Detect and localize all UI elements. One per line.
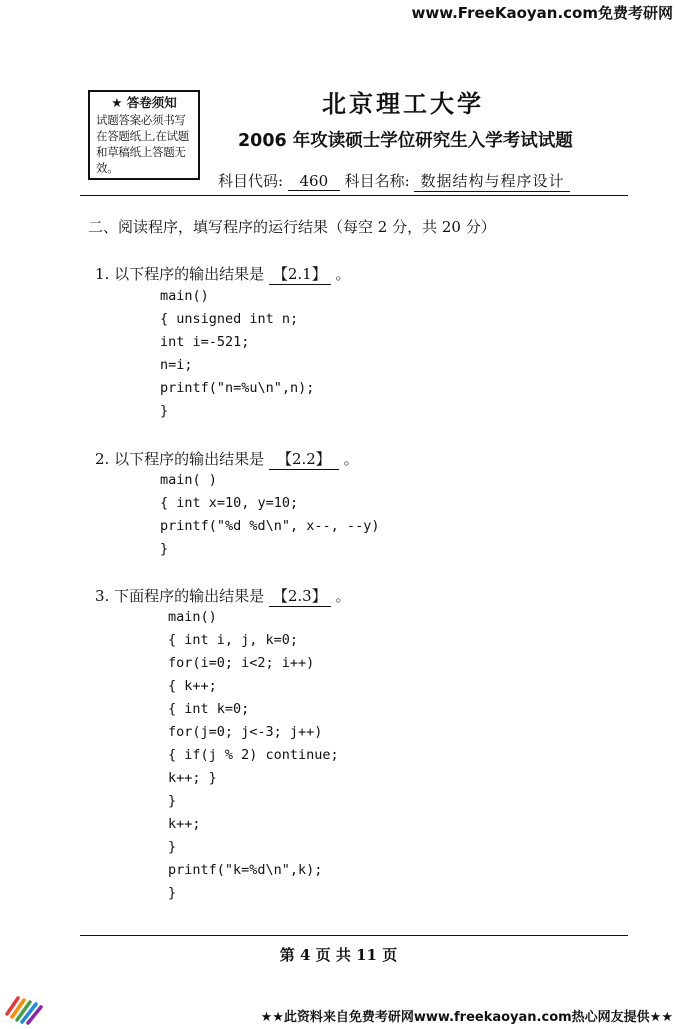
code-line: k++; } <box>168 770 217 786</box>
answer-blank: 【2.3】 <box>269 585 331 607</box>
question-prompt: 2. 以下程序的输出结果是 <box>95 450 265 468</box>
answer-blank: 【2.1】 <box>269 263 331 285</box>
code-line: { if(j % 2) continue; <box>168 747 339 763</box>
exam-title: 2006 年攻读硕士学位研究生入学考试试题 <box>238 131 573 151</box>
code-line: n=i; <box>160 357 193 373</box>
bottom-banner: ★★此资料来自免费考研网www.freekaoyan.com热心网友提供★★ <box>260 1010 673 1025</box>
subject-code: 460 <box>288 172 340 191</box>
subject-name: 数据结构与程序设计 <box>414 170 570 192</box>
code-line: printf("n=%u\n",n); <box>160 380 315 396</box>
page-number: 第 4 页 共 11 页 <box>279 946 398 964</box>
code-line: main() <box>168 609 217 625</box>
question-end: 。 <box>335 265 351 283</box>
code-line: { k++; <box>168 678 217 694</box>
logo-icon <box>4 990 44 1026</box>
answer-blank: 【2.2】 <box>269 448 339 470</box>
code-line: for(j=0; j<-3; j++) <box>168 724 323 740</box>
question-prompt: 3. 下面程序的输出结果是 <box>95 587 265 605</box>
code-line: { int k=0; <box>168 701 250 717</box>
code-line: { int i, j, k=0; <box>168 632 299 648</box>
notice-body: 试题答案必须书写在答题纸上,在试题和草稿纸上答题无效。 <box>96 113 189 175</box>
code-line: printf("%d %d\n", x--, --y) <box>160 518 380 534</box>
code-line: { int x=10, y=10; <box>160 495 299 511</box>
question-end: 。 <box>343 450 359 468</box>
question-prompt: 1. 以下程序的输出结果是 <box>95 265 265 283</box>
name-label: 科目名称: <box>344 172 410 190</box>
code-line: int i=-521; <box>160 334 250 350</box>
question-1-prompt <box>95 263 351 285</box>
university-name: 北京理工大学 <box>322 89 484 118</box>
code-line: { unsigned int n; <box>160 311 299 327</box>
notice-title: ★ 答卷须知 <box>111 95 177 110</box>
question-3-prompt <box>95 585 351 607</box>
code-line: main() <box>160 288 209 304</box>
code-line: for(i=0; i<2; i++) <box>168 655 315 671</box>
footer-divider <box>80 935 628 936</box>
code-label: 科目代码: <box>218 172 284 190</box>
code-line: } <box>168 839 177 855</box>
code-line: k++; <box>168 816 201 832</box>
site-header: www.FreeKaoyan.com免费考研网 <box>411 4 673 22</box>
code-line: printf("k=%d\n",k); <box>168 862 323 878</box>
code-line: } <box>160 541 169 557</box>
question-2-prompt <box>95 448 359 470</box>
code-line: } <box>160 403 169 419</box>
header-divider <box>80 195 628 196</box>
code-line: } <box>168 885 177 901</box>
code-line: main( ) <box>160 472 217 488</box>
subject-row <box>218 170 570 192</box>
question-end: 。 <box>335 587 351 605</box>
section-heading: 二、阅读程序，填写程序的运行结果（每空 2 分，共 20 分） <box>88 218 496 236</box>
answer-notice-box <box>88 90 200 180</box>
code-line: } <box>168 793 177 809</box>
